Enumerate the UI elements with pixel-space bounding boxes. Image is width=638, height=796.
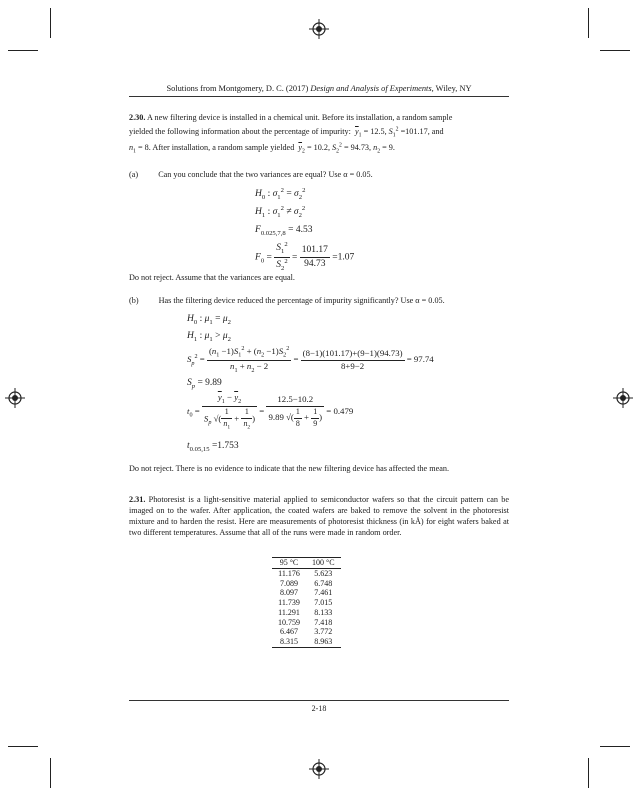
intro-text: A new filtering device is installed in a chemical unit. Before its installation, a random sample xyxy=(146,113,453,122)
table-cell: 7.089 xyxy=(280,578,298,588)
f-critical-number: = 4.53 xyxy=(288,225,313,235)
part-b-conclusion: Do not reject. There is no evidence to indicate that the new filtering device has affected the mean. xyxy=(129,464,450,473)
table-row xyxy=(272,618,341,628)
header-suffix: , Wiley, NY xyxy=(431,84,472,93)
pooled-variance-value: = 97.74 xyxy=(406,354,434,365)
header-book-title: Design and Analysis of Experiments xyxy=(310,84,432,93)
pooled-sd-value: = 9.89 xyxy=(197,378,222,388)
table-cell: 11.176 xyxy=(278,568,300,578)
problem-231-intro xyxy=(129,494,509,538)
table-row xyxy=(272,568,341,578)
registration-mark-icon xyxy=(5,388,25,408)
ybar1-value: = 12.5, xyxy=(363,126,387,136)
n2-value: = 9. xyxy=(382,143,395,153)
n1-symbol: n xyxy=(129,143,134,153)
f-statistic: $F_0$ = $\frac{S_1^2}{S_2^2}$ = $\frac{101.17}{94.73}$ =1.07 xyxy=(255,241,355,273)
part-a-conclusion: Do not reject. Assume that the variances are equal. xyxy=(129,273,295,282)
table-cell: 7.015 xyxy=(314,598,333,607)
registration-mark-icon xyxy=(309,759,329,779)
pooled-variance: $S_p^2$ = $\frac{(n_1 -1)S_1^2 + (n_2 -1)S_2^2}{n_1 + n_2 - 2}$ = $\frac{(8-1)(101.17)+(9-1)(94.73)}{8+9-2}$ = 97.74 xyxy=(187,345,434,374)
table-cell: 8.133 xyxy=(314,607,333,617)
part-b-label: (b) xyxy=(129,296,139,305)
part-a-question xyxy=(129,169,373,180)
crop-mark xyxy=(600,746,630,747)
hypothesis-h1-variance: $H_1$ : $\sigma_1^2 \ne \sigma_2^2$ xyxy=(255,205,306,220)
table-row xyxy=(272,627,341,637)
table-row xyxy=(272,608,341,618)
table-row xyxy=(272,588,341,598)
registration-mark-icon xyxy=(309,19,329,39)
pooled-sd: $S_p = 9.89$ xyxy=(187,378,222,390)
thickness-table xyxy=(272,557,341,648)
f-critical-value: $F_{0.025,7,8} = 4.53$ xyxy=(255,225,313,237)
part-b-question xyxy=(129,295,445,306)
hypothesis-h0-variance: $H_0$ : $\sigma_1^2 = \sigma_2^2$ xyxy=(255,187,306,202)
ybar2-value: = 10.2, xyxy=(306,143,330,153)
header-rule xyxy=(129,96,509,97)
problem-number: 2.31. xyxy=(129,495,146,504)
table-cell: 6.467 xyxy=(280,627,298,637)
table-cell: 5.623 xyxy=(314,568,333,578)
problem-230-intro: 2.30. A new filtering device is installed in a chemical unit. Before its installation, a random sample yielded the following information about the percentage of impurity: $\overline{y}_1 = 12.5$, $S_1^2 =101.17$, and $n_1 = 8$. After installation, a random sample yielded $\overline{y}_2 = 10.2$, $S_2^2 = 94.73$, $n_2 = 9$. xyxy=(129,113,453,155)
t-statistic-value: = 0.479 xyxy=(326,405,354,416)
table-row xyxy=(272,579,341,589)
table-cell: 8.315 xyxy=(272,637,306,647)
table-cell: 7.461 xyxy=(314,588,333,598)
footer-rule xyxy=(129,700,509,701)
crop-mark xyxy=(600,50,630,51)
t-denominator-coef: 9.89 xyxy=(268,412,284,423)
s2-symbol: S xyxy=(332,143,337,153)
t-statistic: $t_0$ = $\overline{y}_1 - \overline{y}_2$ $S_p$ √( $\frac{1}{n_1}$ + $\frac{1}{n_2}$ ) = 12.5−10.2 9.89 √( $\frac{1}{8}$ + $\frac{1}{9}$ ) = 0.479 xyxy=(187,392,354,431)
table-cell: 11.739 xyxy=(278,598,300,607)
crop-mark xyxy=(50,758,51,788)
pooled-variance-numerator: (8−1)(101.17)+(9−1)(94.73) xyxy=(301,348,405,361)
n2-symbol: n xyxy=(373,143,378,153)
header-prefix: Solutions from Montgomery, D. C. (2017) xyxy=(166,84,311,93)
crop-mark xyxy=(588,8,589,38)
running-header xyxy=(0,83,638,94)
problem-231-text: Photoresist is a light-sensitive material applied to semiconductor wafers so that the circuit pattern can be imaged on to the wafer. After application, the coated wafers are baked to remove the solvent in the photoresist mixture and to harden the resist. Here are measurements of photoresist thickness (in kÅ) for eight wafers baked at two different temperatures. Assume that all of the runs were made in random order. xyxy=(129,495,510,538)
f-statistic-value: =1.07 xyxy=(332,252,355,263)
table-cell: 11.291 xyxy=(278,607,300,617)
t-critical-number: =1.753 xyxy=(211,441,239,451)
registration-mark-icon xyxy=(613,388,633,408)
pooled-variance-denominator: 8+9−2 xyxy=(341,360,365,371)
ybar1-symbol: $\overline{y}$ xyxy=(355,126,359,136)
intro-text: yielded the following information about the percentage of impurity: xyxy=(129,126,351,136)
hypothesis-h0-mean: $H_0$ : $\mu_1 = \mu_2$ xyxy=(187,314,231,326)
crop-mark xyxy=(588,758,589,788)
t-critical-value: $t_{0.05,15} =1.753$ xyxy=(187,441,239,453)
table-cell: 3.772 xyxy=(314,627,333,637)
s1-value: =101.17, and xyxy=(400,126,444,136)
page-number: 2-18 xyxy=(311,704,327,713)
crop-mark xyxy=(8,746,38,747)
s1-symbol: S xyxy=(388,126,393,136)
hypothesis-h1-mean: $H_1$ : $\mu_1 > \mu_2$ xyxy=(187,331,231,343)
f-numerator: 101.17 xyxy=(300,244,330,258)
table-row xyxy=(272,637,341,647)
table-header: 100 °C xyxy=(306,558,341,569)
f-denominator: 94.73 xyxy=(304,259,326,270)
crop-mark xyxy=(8,50,38,51)
part-a-label: (a) xyxy=(129,170,139,179)
t-numerator: 12.5−10.2 xyxy=(266,394,324,407)
table-cell: 8.097 xyxy=(280,588,298,598)
table-row xyxy=(272,598,341,608)
crop-mark xyxy=(50,8,51,38)
s2-value: = 94.73, xyxy=(343,143,372,153)
table-cell: 10.759 xyxy=(278,617,300,627)
ybar2-symbol: $\overline{y}$ xyxy=(298,143,303,153)
n1-value: = 8. After installation, a random sample yielded xyxy=(138,143,295,153)
table-cell: 7.418 xyxy=(314,617,333,627)
part-a-text: Can you conclude that the two variances are equal? Use α = 0.05. xyxy=(158,170,373,179)
problem-number: 2.30. xyxy=(129,113,146,122)
part-b-text: Has the filtering device reduced the percentage of impurity significantly? Use α = 0.05. xyxy=(158,296,445,305)
table-cell: 8.963 xyxy=(306,637,341,647)
table-header: 95 °C xyxy=(272,558,306,569)
table-cell: 6.748 xyxy=(314,578,333,588)
